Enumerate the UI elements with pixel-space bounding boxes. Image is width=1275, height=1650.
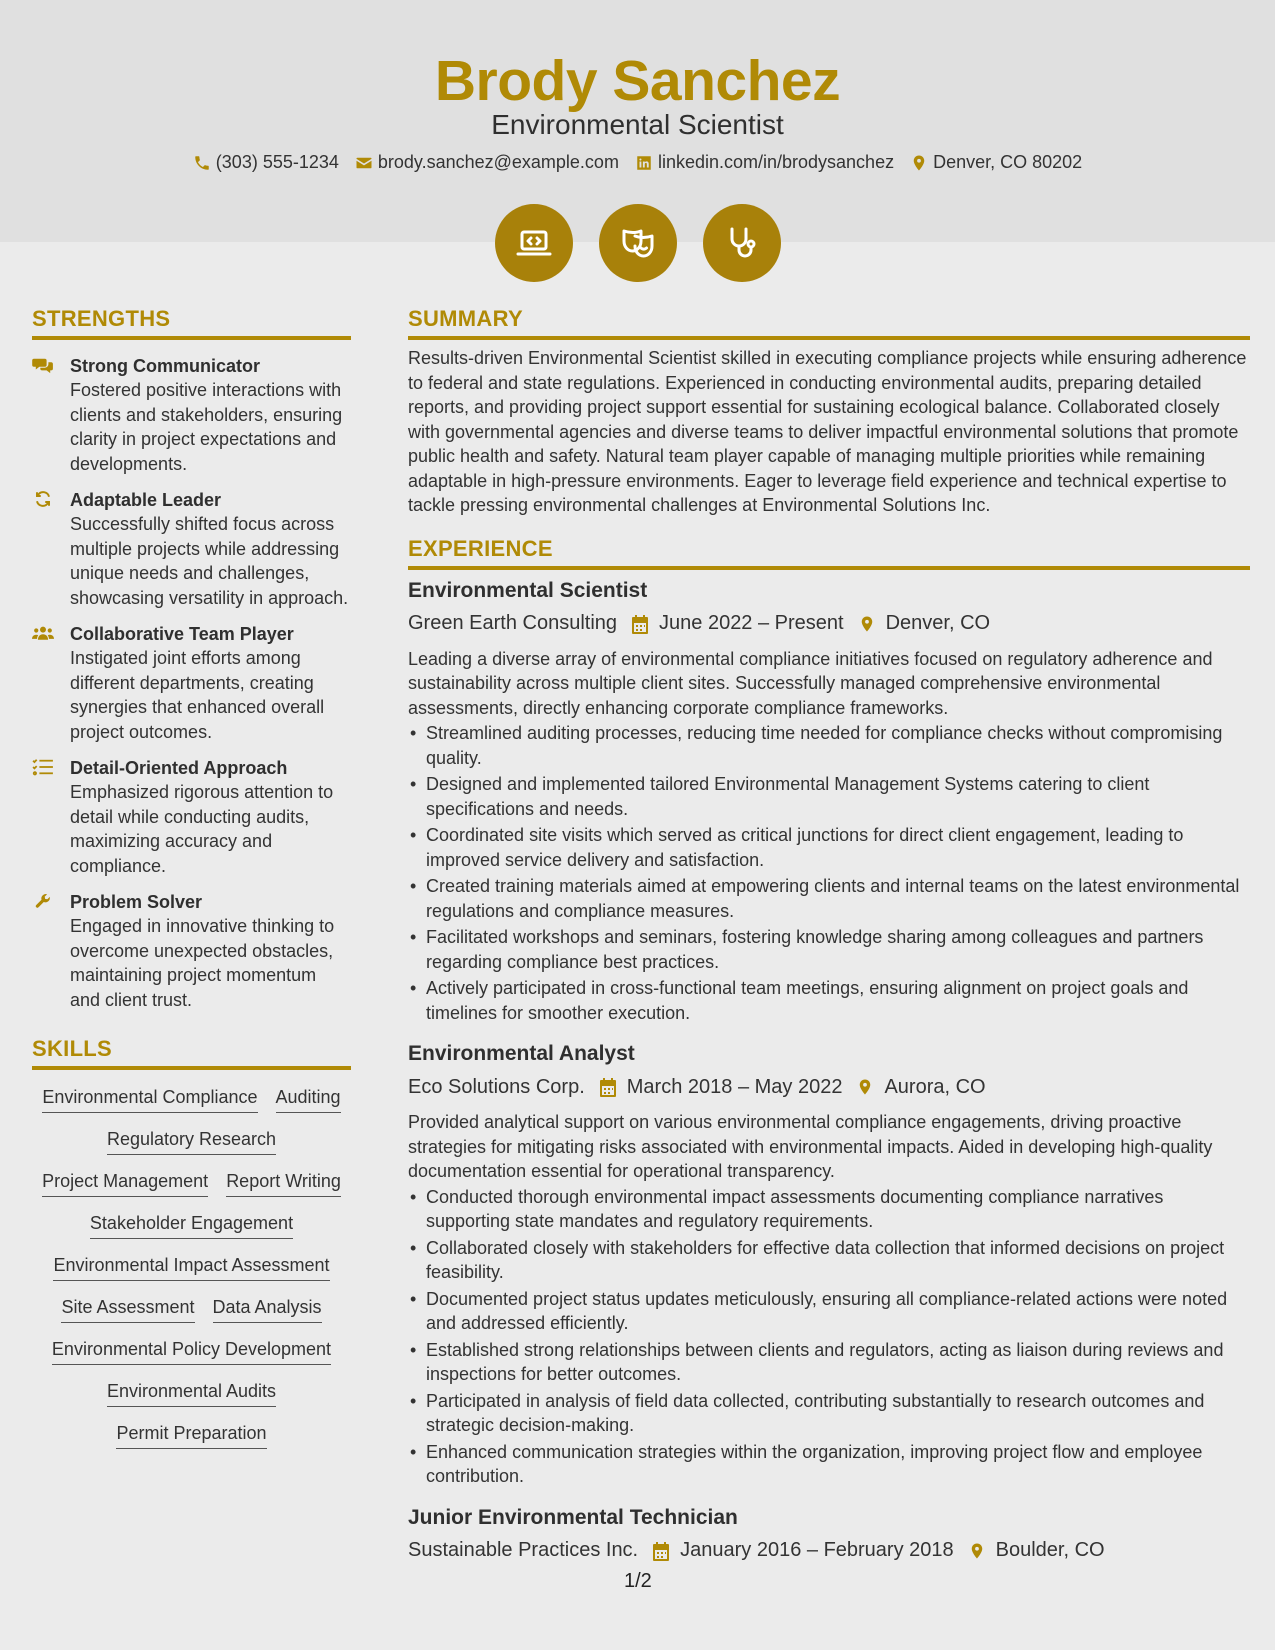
job-location-text: Boulder, CO bbox=[995, 1539, 1105, 1561]
badge-stethoscope bbox=[703, 204, 781, 282]
skill-tag: Environmental Compliance bbox=[42, 1086, 257, 1113]
map-marker-icon bbox=[858, 614, 876, 634]
tasks-icon bbox=[32, 758, 54, 776]
bullet-item: • Created training materials aimed at empowering clients and internal teams on the latest environmental regulations and compliance measures. bbox=[408, 874, 1250, 923]
bullet-item: • Enhanced communication strategies within the organization, improving project flow and employee contribution. bbox=[408, 1440, 1250, 1489]
job-dates-text: March 2018 – May 2022 bbox=[626, 1075, 843, 1098]
calendar-icon bbox=[631, 614, 649, 634]
bullet-item: • Participated in analysis of field data collected, contributing substantially to research outcomes and strategic decision-making. bbox=[408, 1389, 1250, 1438]
bullet-item: • Actively participated in cross-functional team meetings, ensuring alignment on project goals and timelines for smoother execution. bbox=[408, 976, 1250, 1025]
contact-email[interactable] bbox=[355, 152, 619, 173]
location-text: Denver, CO 80202 bbox=[933, 152, 1083, 172]
job-location-text: Denver, CO bbox=[885, 612, 991, 634]
users-icon bbox=[32, 624, 54, 642]
job-meta bbox=[408, 1536, 1250, 1566]
job-company: Green Earth Consulting bbox=[408, 612, 618, 634]
bullet-item: • Coordinated site visits which served as critical junctions for direct client engagement, leading to improved service delivery and satisfaction. bbox=[408, 823, 1250, 872]
strength-name: Adaptable Leader bbox=[70, 490, 222, 510]
job-title: Environmental Scientist bbox=[408, 578, 648, 602]
job-entry bbox=[408, 1503, 1250, 1566]
strength-name: Problem Solver bbox=[70, 892, 203, 912]
strength-name: Detail-Oriented Approach bbox=[70, 758, 288, 778]
job-dates-text: June 2022 – Present bbox=[659, 612, 844, 634]
skill-tag: Site Assessment bbox=[61, 1296, 194, 1323]
map-marker-icon bbox=[910, 154, 928, 172]
candidate-title: Environmental Scientist bbox=[491, 109, 784, 140]
experience-heading: EXPERIENCE bbox=[408, 536, 1250, 570]
bullet-item: • Streamlined auditing processes, reducing time needed for compliance checks without compromising quality. bbox=[408, 721, 1250, 770]
theater-masks-icon bbox=[618, 223, 658, 263]
skills-heading: SKILLS bbox=[32, 1036, 351, 1070]
job-dates bbox=[631, 612, 844, 635]
contact-phone bbox=[193, 152, 339, 173]
skill-tag: Environmental Impact Assessment bbox=[53, 1254, 329, 1281]
job-description: Leading a diverse array of environmental compliance initiatives focused on regulatory adherence and sustainability across multiple client sites. Successfully managed comprehensive environmental assessments, directly enhancing corporate compliance frameworks. bbox=[408, 648, 1213, 718]
job-dates bbox=[599, 1076, 843, 1099]
strength-name: Collaborative Team Player bbox=[70, 624, 294, 644]
strength-desc: Fostered positive interactions with clients and stakeholders, ensuring clarity in project expectations and developments. bbox=[70, 380, 343, 474]
bullet-item: • Collaborated closely with stakeholders for effective data collection that informed decisions on project feasibility. bbox=[408, 1236, 1250, 1285]
job-meta bbox=[408, 609, 1250, 639]
strength-item bbox=[32, 488, 351, 610]
comments-icon bbox=[32, 356, 54, 374]
job-title: Environmental Analyst bbox=[408, 1042, 635, 1065]
job-location-text: Aurora, CO bbox=[884, 1075, 986, 1098]
right-column bbox=[408, 306, 1250, 1566]
skill-tag: Project Management bbox=[42, 1170, 208, 1197]
phone-icon bbox=[193, 154, 211, 172]
job-description: Provided analytical support on various environmental compliance engagements, driving proactive strategies for mitigating risks associated with environmental impacts. Aided in developing high-quality documentation essential for operational transparency. bbox=[408, 1112, 1213, 1181]
strength-item bbox=[32, 622, 351, 744]
strength-item bbox=[32, 354, 351, 476]
envelope-icon bbox=[355, 154, 373, 172]
linkedin-icon bbox=[635, 154, 653, 172]
skills-list bbox=[32, 1086, 351, 1449]
phone-text: (303) 555-1234 bbox=[215, 152, 339, 172]
linkedin-text[interactable]: linkedin.com/in/brodysanchez bbox=[657, 152, 895, 172]
page-number: 1/2 bbox=[624, 1570, 652, 1592]
contact-location bbox=[910, 152, 1082, 173]
calendar-icon bbox=[599, 1077, 617, 1097]
map-marker-icon bbox=[856, 1077, 874, 1097]
strength-desc: Emphasized rigorous attention to detail while conducting audits, maximizing accuracy and compliance. bbox=[70, 782, 334, 876]
bullet-item: • Documented project status updates meticulously, ensuring all compliance-related actions were noted and addressed efficiently. bbox=[408, 1287, 1250, 1336]
contact-linkedin[interactable] bbox=[635, 152, 894, 173]
skill-tag: Environmental Audits bbox=[107, 1380, 276, 1407]
job-entry bbox=[408, 576, 1250, 1026]
summary-text: Results-driven Environmental Scientist skilled in executing compliance projects while ensuring adherence to federal and state regulations. Experienced in conducting environmental audits, preparing detailed reports, and providing project support essential for sustaining ecological balance. Collaborated closely with governmental agencies and diverse teams to deliver impactful environmental solutions that promote public health and safety. Natural team player capable of managing multiple priorities while remaining adaptable in high-pressure environments. Eager to leverage field experience and technical expertise to tackle pressing environmental challenges at Environmental Solutions Inc. bbox=[408, 348, 1247, 515]
job-company: Eco Solutions Corp. bbox=[408, 1075, 585, 1098]
skill-tag: Stakeholder Engagement bbox=[90, 1212, 293, 1239]
strength-desc: Successfully shifted focus across multiple projects while addressing unique needs and challenges, showcasing versatility in approach. bbox=[70, 514, 349, 608]
skill-tag: Auditing bbox=[276, 1086, 341, 1113]
skill-tag: Data Analysis bbox=[213, 1296, 322, 1323]
job-dates-text: January 2016 – February 2018 bbox=[680, 1539, 954, 1561]
job-title: Junior Environmental Technician bbox=[408, 1505, 738, 1529]
job-location bbox=[858, 612, 990, 635]
laptop-code-icon bbox=[514, 223, 554, 263]
bullet-item: • Facilitated workshops and seminars, fostering knowledge sharing among colleagues and partners regarding compliance best practices. bbox=[408, 925, 1250, 974]
job-bullets bbox=[408, 721, 1250, 1025]
bullet-item: • Conducted thorough environmental impact assessments documenting compliance narratives supporting state mandates and regulatory requirements. bbox=[408, 1185, 1250, 1234]
skill-tag: Regulatory Research bbox=[107, 1128, 276, 1155]
badge-row bbox=[0, 204, 1275, 282]
skill-tag: Permit Preparation bbox=[116, 1422, 266, 1449]
job-location bbox=[968, 1539, 1105, 1562]
job-entry bbox=[408, 1039, 1250, 1489]
strength-desc: Instigated joint efforts among different departments, creating synergies that enhanced overall project outcomes. bbox=[70, 648, 325, 742]
sync-icon bbox=[32, 490, 54, 508]
badge-masks bbox=[599, 204, 677, 282]
job-meta bbox=[408, 1072, 1250, 1102]
calendar-icon bbox=[652, 1541, 670, 1561]
strength-desc: Engaged in innovative thinking to overcome unexpected obstacles, maintaining project momentum and client trust. bbox=[70, 916, 335, 1010]
skill-tag: Environmental Policy Development bbox=[52, 1338, 331, 1365]
bullet-item: • Designed and implemented tailored Environmental Management Systems catering to client specifications and needs. bbox=[408, 772, 1250, 821]
wrench-icon bbox=[32, 892, 54, 910]
contact-bar bbox=[0, 152, 1275, 173]
job-location bbox=[856, 1076, 985, 1099]
skill-tag: Report Writing bbox=[226, 1170, 341, 1197]
left-column bbox=[32, 306, 351, 1449]
badge-laptop bbox=[495, 204, 573, 282]
bullet-item: • Established strong relationships between clients and regulators, acting as liaison during reviews and inspections for better outcomes. bbox=[408, 1338, 1250, 1387]
job-company: Sustainable Practices Inc. bbox=[408, 1539, 639, 1561]
job-dates bbox=[652, 1539, 954, 1562]
stethoscope-icon bbox=[722, 223, 762, 263]
email-text[interactable]: brody.sanchez@example.com bbox=[377, 152, 619, 172]
map-marker-icon bbox=[968, 1541, 986, 1561]
strength-item bbox=[32, 756, 351, 878]
strength-item bbox=[32, 890, 351, 1012]
job-bullets bbox=[408, 1185, 1250, 1489]
strengths-heading: STRENGTHS bbox=[32, 306, 351, 340]
candidate-name: Brody Sanchez bbox=[434, 49, 841, 113]
summary-heading: SUMMARY bbox=[408, 306, 1250, 340]
strength-name: Strong Communicator bbox=[70, 356, 261, 376]
